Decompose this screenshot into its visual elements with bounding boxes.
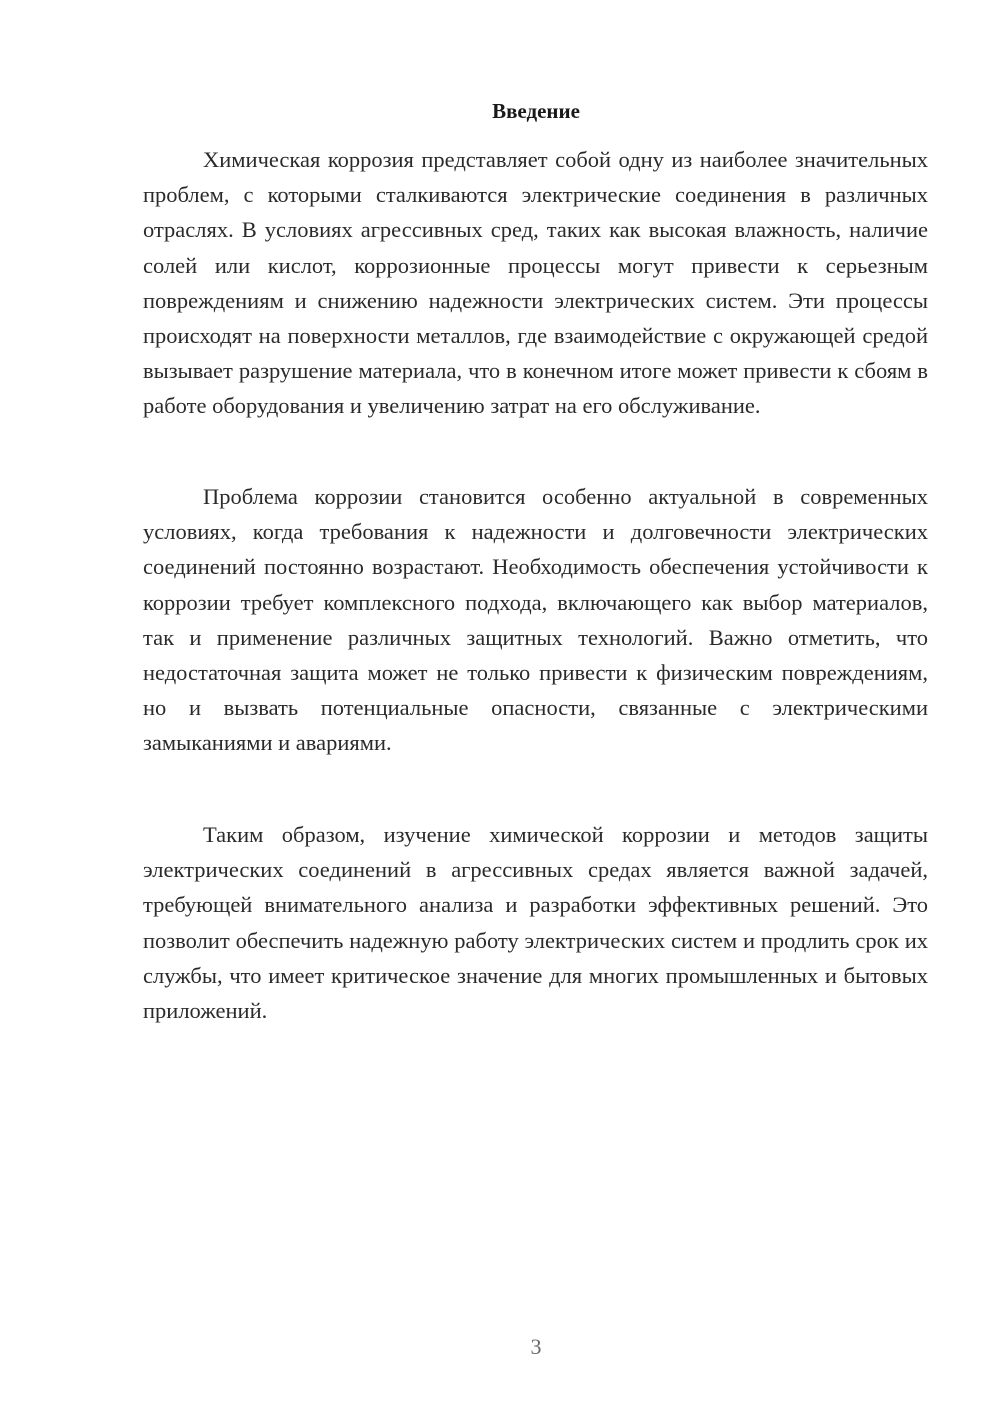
page-title: Введение (492, 99, 580, 123)
paragraph-1: Химическая коррозия представляет собой одну из наиболее значительных проблем, с которыми сталкиваются электрические соединения в различных отраслях. В условиях агрессивных сред, таких как высокая влажность, наличие солей или кислот, коррозионные процессы могут привести к серьезным повреждениям и снижению надежности электрических систем. Эти процессы происходят на поверхности металлов, где взаимодействие с окружающей средой вызывает разрушение материала, что в конечном итоге может привести к сбоям в работе оборудования и увеличению затрат на его обслуживание. (143, 147, 928, 419)
paragraph-3: Таким образом, изучение химической коррозии и методов защиты электрических соединений в агрессивных средах является важной задачей, требующей внимательного анализа и разработки эффективных решений. Это позволит обеспечить надежную работу электрических систем и продлить срок их службы, что имеет критическое значение для многих промышленных и бытовых приложений. (143, 822, 928, 1024)
paragraph-2: Проблема коррозии становится особенно актуальной в современных условиях, когда требования к надежности и долговечности электрических соединений постоянно возрастают. Необходимость обеспечения устойчивости к коррозии требует комплексного подхода, включающего как выбор материалов, так и применение различных защитных технологий. Важно отметить, что недостаточная защита может не только привести к физическим повреждениям, но и вызвать потенциальные опасности, связанные с электрическими замыканиями и авариями. (143, 484, 928, 756)
page-number: 3 (530, 1334, 542, 1359)
